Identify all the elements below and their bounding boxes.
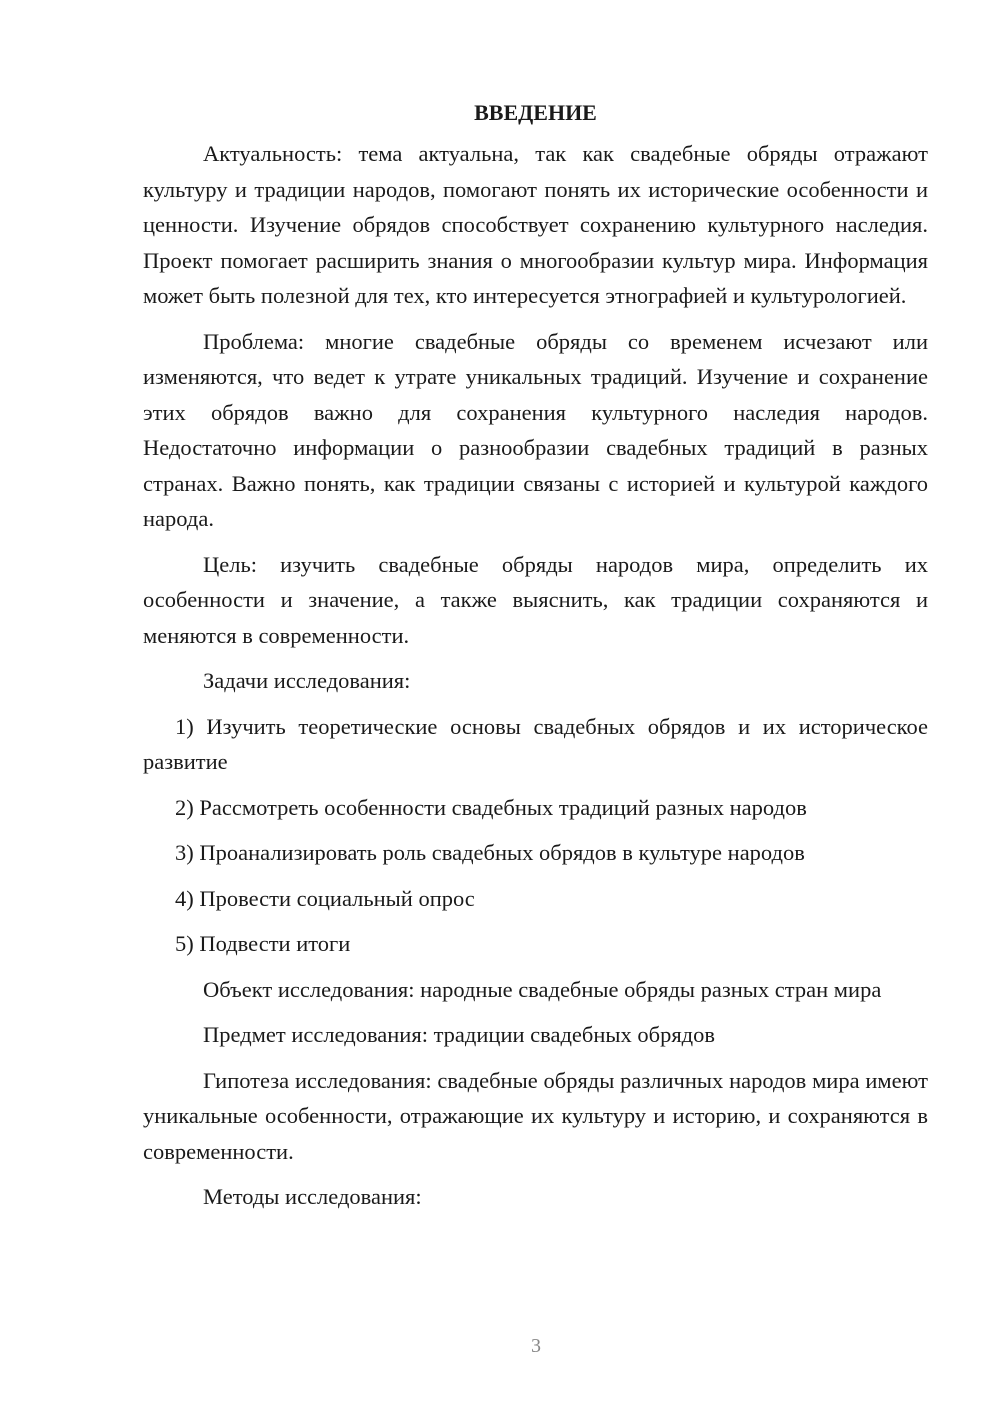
page-content: [143, 95, 928, 1225]
paragraph-hypothesis: Гипотеза исследования: свадебные обряды различных народов мира имеют уникальные особенности, отражающие их культуру и историю, и сохраняются в современности.: [143, 1067, 928, 1164]
task-item-3: 3) Проанализировать роль свадебных обрядов в культуре народов: [175, 840, 805, 865]
tasks-list: [143, 709, 928, 962]
tasks-heading: Задачи исследования:: [203, 668, 411, 693]
task-item-4: 4) Провести социальный опрос: [175, 885, 475, 911]
paragraph-subject: Предмет исследования: традиции свадебных обрядов: [203, 1022, 715, 1047]
paragraph-goal: Цель: изучить свадебные обряды народов мира, определить их особенности и значение, а также выяснить, как традиции сохраняются и меняются в современности.: [143, 551, 928, 648]
paragraph-relevance: Актуальность: тема актуальна, так как свадебные обряды отражают культуру и традиции народов, помогают понять их исторические особенности и ценности. Изучение обрядов способствует сохранению культурного наследия. Проект помогает расширить знания о многообразии культур мира. Информация может быть полезной для тех, кто интересуется этнографией и культурологией.: [143, 141, 928, 308]
task-item-5: 5) Подвести итоги: [175, 931, 351, 956]
page-title: ВВЕДЕНИЕ: [474, 100, 597, 125]
task-item-1: 1) Изучить теоретические основы свадебных обрядов и их историческое развитие: [143, 713, 928, 774]
methods-heading: Методы исследования:: [203, 1184, 422, 1209]
paragraph-object: Объект исследования: народные свадебные обряды разных стран мира: [203, 976, 882, 1002]
task-item-2: 2) Рассмотреть особенности свадебных традиций разных народов: [175, 794, 807, 820]
paragraph-problem: Проблема: многие свадебные обряды со временем исчезают или изменяются, что ведет к утрате уникальных традиций. Изучение и сохранение этих обрядов важно для сохранения культурного наследия народов. Недостаточно информации о разнообразии свадебных традиций в разных странах. Важно понять, как традиции связаны с историей и культурой каждого народа.: [143, 328, 928, 531]
page-number: 3: [531, 1335, 541, 1357]
